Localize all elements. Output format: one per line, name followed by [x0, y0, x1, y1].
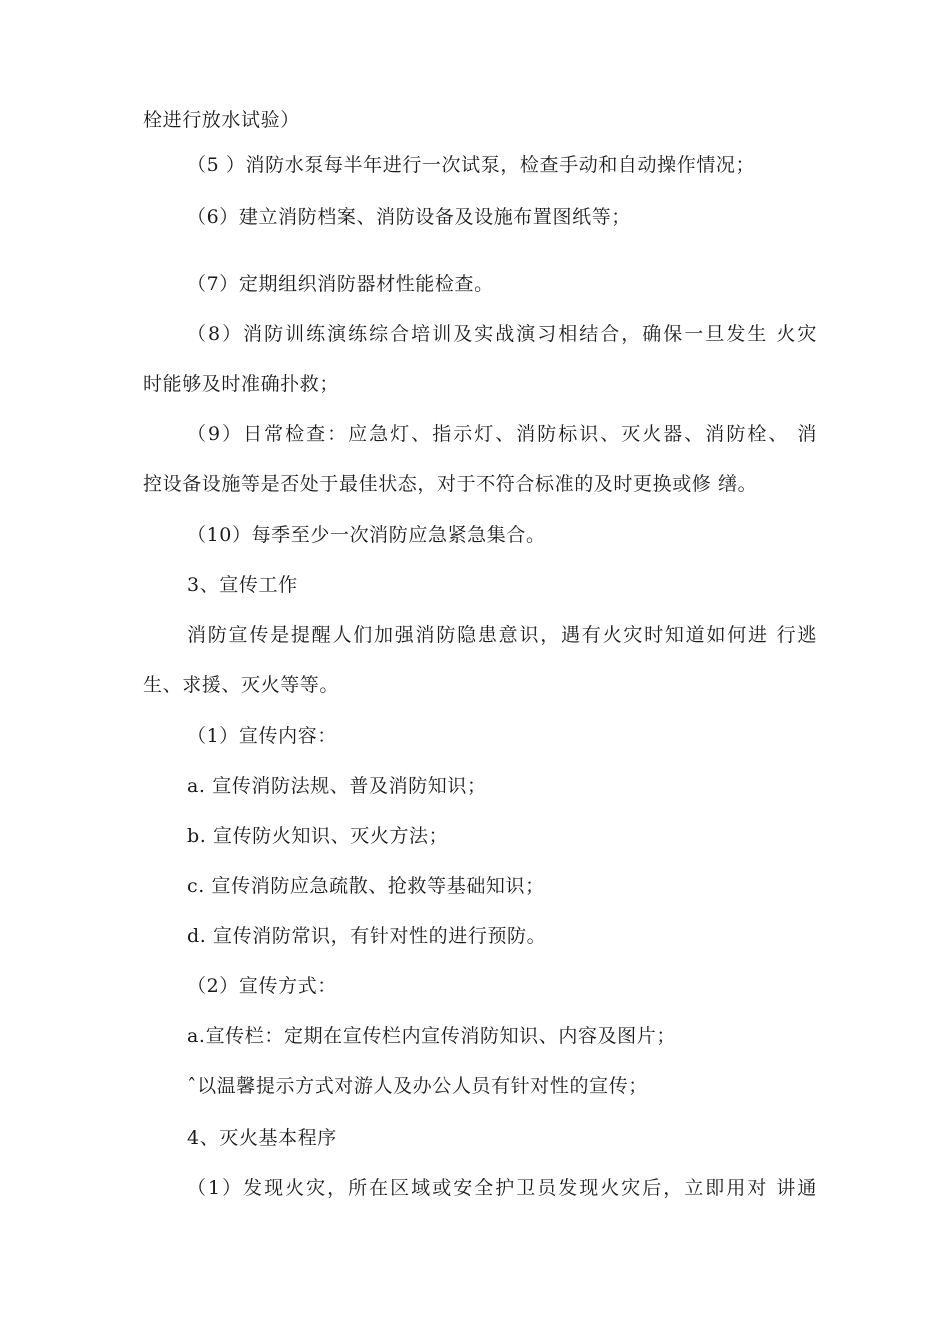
list-item: c. 宣传消防应急疏散、抢救等基础知识； [187, 875, 545, 897]
text-line: （5 ）消防水泵每半年进行一次试泵，检查手动和自动操作情况； [187, 154, 756, 176]
text-line: 消防宣传是提醒人们加强消防隐患意识，遇有火灾时知道如何进 行逃 [187, 624, 817, 646]
section-heading: 3、宣传工作 [187, 574, 298, 596]
text-line: （6）建立消防档案、消防设备及设施布置图纸等； [187, 206, 631, 228]
list-item: a. 宣传消防法规、普及消防知识； [187, 775, 487, 797]
text-line: （1）宣传内容： [187, 725, 337, 747]
text-line: （2）宣传方式： [187, 975, 337, 997]
text-line: （9）日常检查：应急灯、指示灯、消防标识、灭火器、消防栓、 消 [187, 423, 817, 445]
text-line: （7）定期组织消防器材性能检查。 [187, 273, 494, 295]
text-line: （1）发现火灾，所在区域或安全护卫员发现火灾后，立即用对 讲通 [187, 1177, 817, 1199]
text-line: 栓进行放水试验） [143, 109, 300, 131]
section-heading: 4、灭火基本程序 [187, 1127, 337, 1149]
text-line: （8）消防训练演练综合培训及实战演习相结合，确保一旦发生 火灾 [187, 323, 817, 345]
text-line: （10）每季至少一次消防应急紧急集合。 [187, 524, 546, 546]
text-line: 时能够及时准确扑救； [143, 373, 340, 395]
list-item: b. 宣传防火知识、灭火方法； [187, 825, 449, 847]
list-item: ˆ以温馨提示方式对游人及办公人员有针对性的宣传； [187, 1075, 648, 1097]
list-item: d. 宣传消防常识，有针对性的进行预防。 [187, 925, 547, 947]
text-line: 控设备设施等是否处于最佳状态，对于不符合标准的及时更换或修 缮。 [143, 473, 758, 495]
text-line: 生、求援、灭火等等。 [143, 674, 340, 696]
list-item: a.宣传栏：定期在宣传栏内宣传消防知识、内容及图片； [187, 1025, 676, 1047]
